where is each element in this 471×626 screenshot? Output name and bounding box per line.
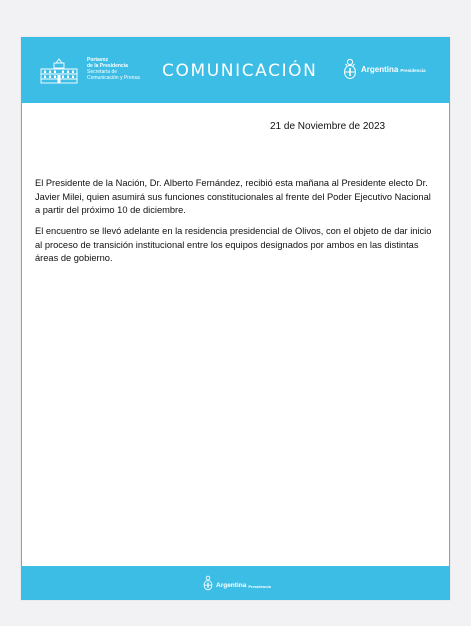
secretaria-line-2: de la Presidencia bbox=[87, 63, 128, 69]
paragraph-2: El encuentro se llevó adelante en la residencia presidencial de Olivos, con el objeto de dar inicio al proceso de transición institucional entre los equipos designados por ambos en las distintas áreas de gobierno. bbox=[35, 226, 432, 263]
document-page bbox=[21, 37, 450, 600]
argentina-brand bbox=[343, 58, 426, 80]
document-body-frame bbox=[21, 103, 450, 566]
secretaria-line-4: Comunicación y Prensa bbox=[87, 75, 140, 81]
casa-rosada-logo-icon bbox=[39, 57, 79, 85]
document-date: 21 de Noviembre de 2023 bbox=[270, 121, 386, 132]
argentina-emblem-icon bbox=[343, 58, 357, 80]
footer-brand-sub: Presidencia bbox=[248, 584, 271, 589]
header-title: COMUNICACIÓN bbox=[162, 61, 318, 81]
footer-argentina-brand bbox=[203, 575, 271, 596]
document-footer bbox=[21, 566, 450, 600]
secretaria-line-3: Secretaría de bbox=[87, 69, 118, 75]
document-header bbox=[21, 37, 450, 103]
argentina-brand-name: Argentina bbox=[361, 64, 399, 74]
secretaria-line-1: Portavoz bbox=[87, 57, 109, 63]
argentina-brand-sub: Presidencia bbox=[400, 67, 426, 73]
argentina-emblem-icon bbox=[203, 575, 213, 596]
secretaria-label bbox=[87, 57, 140, 81]
footer-brand-name: Argentina bbox=[216, 582, 247, 589]
paragraph-1: El Presidente de la Nación, Dr. Alberto Fernández, recibió esta mañana al Presidente electo Dr. Javier Milei, quien asumirá sus funciones constitucionales al frente del Poder Ejecutivo Nacional a partir del próximo 10 de diciembre. bbox=[35, 178, 431, 215]
